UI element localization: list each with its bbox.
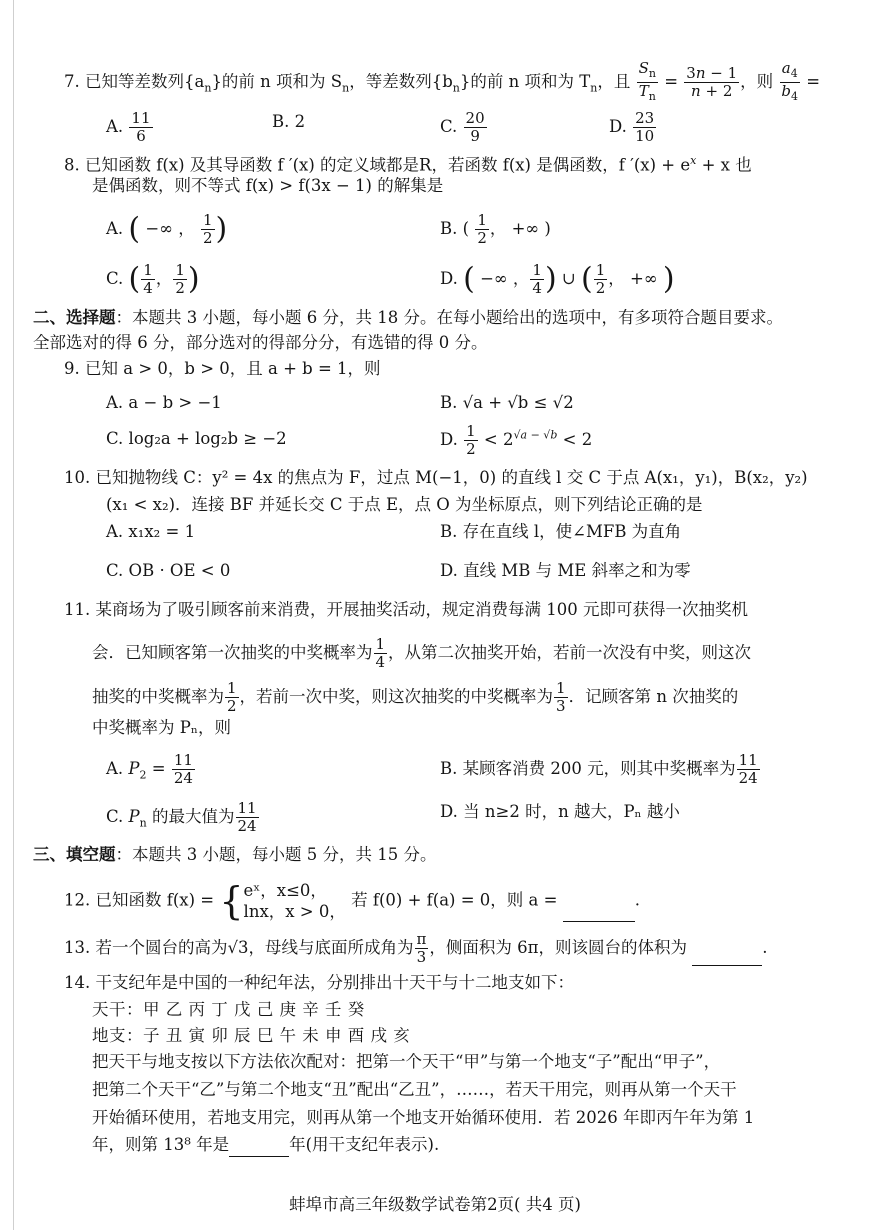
option-label: D. bbox=[440, 269, 458, 288]
margin-rule bbox=[13, 0, 14, 1230]
q13-text: ，侧面积为 6π，则该圆台的体积为 bbox=[429, 938, 687, 957]
option-text: x₁x₂ = 1 bbox=[128, 522, 196, 541]
q14-line6: 开始循环使用，若地支用完，则再从第一个地支开始循环使用．若 2026 年即丙午年为第 1 bbox=[92, 1108, 755, 1127]
q9-option-d: D. $\frac{1}{2}$ < $2^{√a - √b} < 2$ bbox=[440, 422, 593, 458]
q14-text: 年，则第 13⁸ 年是 bbox=[92, 1135, 230, 1154]
q14-tiangan: 天干：甲 乙 丙 丁 戊 己 庚 辛 壬 癸 bbox=[92, 1000, 365, 1019]
q13-stem: 13. 若一个圆台的高为√3，母线与底面所成角为 $\frac{\pi}{3}$ ，侧面积为 6π，则该圆台的体积为 . bbox=[64, 930, 768, 966]
q10-option-d bbox=[440, 559, 691, 583]
q14-text: 年(用干支纪年表示). bbox=[289, 1135, 440, 1154]
option-label: C. bbox=[440, 117, 458, 136]
option-label: A. bbox=[106, 393, 124, 412]
q13-text: 若一个圆台的高为√3，母线与底面所成角为 bbox=[95, 938, 414, 957]
section2-desc: ：本题共 3 小题，每小题 6 分，共 18 分。在每小题给出的选项中，有多项符合题目要求。 bbox=[115, 308, 783, 327]
section2-desc-line2: 全部选对的得 6 分，部分选对的得部分分，有选错的得 0 分。 bbox=[33, 333, 488, 352]
option-text: √a + √b ≤ √2 bbox=[462, 393, 574, 412]
q11-text: ，从第二次抽奖开始，若前一次没有中奖，则这次 bbox=[388, 643, 752, 662]
q12-number: 12. bbox=[64, 890, 91, 910]
q9-number: 9. bbox=[64, 359, 80, 378]
q14-line1 bbox=[64, 971, 574, 995]
fraction-numerator: 23 bbox=[635, 109, 655, 127]
q11-option-a: A. $P_2$ = $\frac{11}{24}$ bbox=[106, 751, 193, 787]
q12-text: 若 f(0) + f(a) = 0，则 a = bbox=[351, 890, 558, 910]
q7-option-a bbox=[106, 110, 154, 145]
q9-option-a bbox=[106, 391, 222, 415]
q8-stem-line2: 是偶函数，则不等式 f(x) > f(3x − 1) 的解集是 bbox=[92, 176, 444, 195]
q7-stem: 7. 已知等差数列$\{a_n\}$的前 n 项和为 $S_n$，等差数列$\{b_n\}$的前 n 项和为 $T_n$，且 $\frac{S_n}{T_n}$ = $\frac{3n - 1}{n + 2}$ ，则 $\frac{a_4}{b_4}$ = bbox=[64, 59, 821, 103]
q7-ratio-st: $\frac{S_n}{T_n}$ bbox=[638, 59, 656, 103]
q11-stem-line4: 中奖概率为 Pₙ，则 bbox=[92, 718, 231, 737]
option-label: D. bbox=[440, 430, 458, 449]
option-label: A. bbox=[106, 219, 124, 238]
q7-ratio-ab: $\frac{a_4}{b_4}$ bbox=[781, 59, 799, 103]
q11-text: 会．已知顾客第一次抽奖的中奖概率为 bbox=[92, 643, 373, 662]
q7-number: 7. bbox=[64, 72, 80, 91]
q11-option-b: B. 某顾客消费 200 元，则其中奖概率为 $\frac{11}{24}$ bbox=[440, 751, 758, 787]
q7-text: }的前 n 项和为 S bbox=[211, 72, 343, 91]
option-text: 直线 MB 与 ME 斜率之和为零 bbox=[463, 561, 691, 580]
q10-stem-line1 bbox=[64, 466, 808, 490]
fraction-denominator: 6 bbox=[136, 127, 146, 145]
option-label: A. bbox=[106, 759, 124, 778]
option-text: 存在直线 l，使∠MFB 为直角 bbox=[462, 522, 682, 541]
q8-number: 8. bbox=[64, 155, 80, 175]
q7-text: ，且 bbox=[597, 72, 631, 91]
option-label: C. bbox=[106, 807, 124, 826]
section2-header bbox=[33, 306, 783, 330]
option-label: D. bbox=[440, 561, 458, 580]
option-label: C. bbox=[106, 561, 124, 580]
option-label: B. bbox=[440, 393, 458, 412]
q14-line7 bbox=[92, 1133, 439, 1157]
option-label: A. bbox=[106, 117, 124, 136]
q10-option-b bbox=[440, 520, 681, 544]
q12-text: 已知函数 f(x) = bbox=[95, 890, 215, 910]
q8-option-c: C. ( $\frac{1}{4}$ ， $\frac{1}{2}$ ) bbox=[106, 261, 200, 297]
q7-ratio-formula: $\frac{3n - 1}{n + 2}$ bbox=[686, 64, 738, 100]
q9-text: 已知 a > 0，b > 0，且 a + b = 1，则 bbox=[85, 359, 381, 378]
q12-case-1: eˣ，x≤0， bbox=[243, 881, 327, 900]
option-label: B. bbox=[440, 522, 458, 541]
q8-text: 已知函数 f(x) 及其导函数 f ′(x) 的定义域都是R，若函数 f(x) 是偶函数，f ′(x) + e bbox=[85, 155, 691, 175]
q12-case-2: lnx，x > 0， bbox=[243, 902, 346, 921]
fraction-numerator: 20 bbox=[465, 109, 485, 127]
option-text: 当 n≥2 时，n 越大，Pₙ 越小 bbox=[463, 802, 680, 821]
q12-stem: 12. 已知函数 f(x) = { eˣ，x≤0， lnx，x > 0， 若 f(0) + f(a) = 0，则 a = . bbox=[64, 879, 640, 923]
option-text: log₂a + log₂b ≥ −2 bbox=[128, 429, 287, 448]
q11-stem-line2: 会．已知顾客第一次抽奖的中奖概率为 $\frac{1}{4}$ ，从第二次抽奖开始，若前一次没有中奖，则这次 bbox=[92, 635, 752, 671]
option-label: C. bbox=[106, 429, 124, 448]
q13-answer-blank[interactable] bbox=[692, 947, 762, 966]
q9-option-c bbox=[106, 427, 287, 451]
q11-number: 11. bbox=[64, 600, 91, 619]
option-label: B. bbox=[440, 219, 458, 238]
q7-text: 已知等差数列{a bbox=[85, 72, 205, 91]
option-label: B. bbox=[440, 759, 458, 778]
q7-option-c bbox=[440, 110, 488, 145]
q9-stem bbox=[64, 357, 381, 381]
q8-text: + x 也 bbox=[696, 155, 752, 175]
option-label: D. bbox=[440, 802, 458, 821]
q8-stem-line1: 8. 已知函数 f(x) 及其导函数 f ′(x) 的定义域都是R，若函数 f(x) 是偶函数，f $'(x) + e^x + x$ 也 bbox=[64, 154, 752, 175]
q11-option-d bbox=[440, 800, 680, 824]
q12-text: . bbox=[634, 890, 640, 910]
q8-option-a: A. ( −∞ ， $\frac{1}{2}$ ) bbox=[106, 211, 228, 247]
q10-stem-line2: (x₁ < x₂)．连接 BF 并延长交 C 于点 E，点 O 为坐标原点，则下列结论正确的是 bbox=[106, 495, 703, 514]
q11-text: ，若前一次中奖，则这次抽奖的中奖概率为 bbox=[239, 687, 554, 706]
q8-option-b: B. ( $\frac{1}{2}$ ， +∞ ) bbox=[440, 211, 551, 247]
q7-text: ，则 bbox=[740, 72, 774, 91]
q10-option-c bbox=[106, 559, 230, 583]
fraction-numerator: 11 bbox=[131, 109, 151, 127]
option-label: B. bbox=[272, 112, 290, 131]
q10-option-a bbox=[106, 520, 195, 544]
q7-option-d bbox=[609, 110, 657, 145]
q8-option-d: D. ( −∞ ， $\frac{1}{4}$ ) ∪ ( $\frac{1}{2}$ ， +∞ ) bbox=[440, 261, 675, 297]
q11-text: 某商场为了吸引顾客前来消费，开展抽奖活动，规定消费每满 100 元即可获得一次抽奖机 bbox=[95, 600, 748, 619]
q11-text: ．记顾客第 n 次抽奖的 bbox=[568, 687, 739, 706]
option-label: C. bbox=[106, 269, 124, 288]
section3-title: 三、填空题 bbox=[33, 845, 116, 864]
option-text: 2 bbox=[294, 112, 306, 131]
q10-number: 10. bbox=[64, 468, 91, 487]
page-footer: 蚌埠市高三年级数学试卷第2页( 共4 页) bbox=[289, 1195, 581, 1214]
q11-stem-line3: 抽奖的中奖概率为 $\frac{1}{2}$ ，若前一次中奖，则这次抽奖的中奖概率为 $\frac{1}{3}$ ．记顾客第 n 次抽奖的 bbox=[92, 679, 739, 715]
q11-stem-line1 bbox=[64, 598, 748, 622]
q14-dizhi: 地支：子 丑 寅 卯 辰 巳 午 未 申 酉 戌 亥 bbox=[92, 1026, 411, 1045]
q12-piecewise bbox=[244, 880, 346, 922]
option-label: A. bbox=[106, 522, 124, 541]
q14-answer-blank[interactable] bbox=[229, 1138, 289, 1157]
q10-text: 已知抛物线 C：y² = 4x 的焦点为 F，过点 M(−1，0) 的直线 l 交 C 于点 A(x₁，y₁)，B(x₂，y₂) bbox=[95, 468, 808, 487]
option-text: a − b > −1 bbox=[128, 393, 222, 412]
option-label: D. bbox=[609, 117, 627, 136]
q14-number: 14. bbox=[64, 973, 91, 992]
q11-option-c: C. $P_n$ 的最大值为 $\frac{11}{24}$ bbox=[106, 799, 257, 835]
section3-header bbox=[33, 843, 436, 867]
q11-text: 抽奖的中奖概率为 bbox=[92, 687, 224, 706]
q13-number: 13. bbox=[64, 938, 91, 957]
q14-text: 干支纪年是中国的一种纪年法，分别排出十天干与十二地支如下： bbox=[95, 973, 574, 992]
q13-text: . bbox=[762, 938, 768, 957]
q7-option-b bbox=[272, 110, 305, 134]
fraction-denominator: 10 bbox=[635, 127, 655, 145]
q7-text: }的前 n 项和为 T bbox=[459, 72, 591, 91]
section3-desc: ：本题共 3 小题，每小题 5 分，共 15 分。 bbox=[115, 845, 437, 864]
q14-line5: 把第二个天干“乙”与第二个地支“丑”配出“乙丑”，……，若天干用完，则再从第一个天干 bbox=[92, 1080, 737, 1099]
q14-line4: 把天干与地支按以下方法依次配对：把第一个天干“甲”与第一个地支“子”配出“甲子”， bbox=[92, 1052, 721, 1071]
q7-text: ，等差数列{b bbox=[349, 72, 453, 91]
q12-answer-blank[interactable] bbox=[563, 903, 635, 922]
q9-option-b bbox=[440, 391, 574, 415]
fraction-denominator: 9 bbox=[470, 127, 480, 145]
option-text: OB · OE < 0 bbox=[128, 561, 231, 580]
section2-title: 二、选择题 bbox=[33, 308, 116, 327]
